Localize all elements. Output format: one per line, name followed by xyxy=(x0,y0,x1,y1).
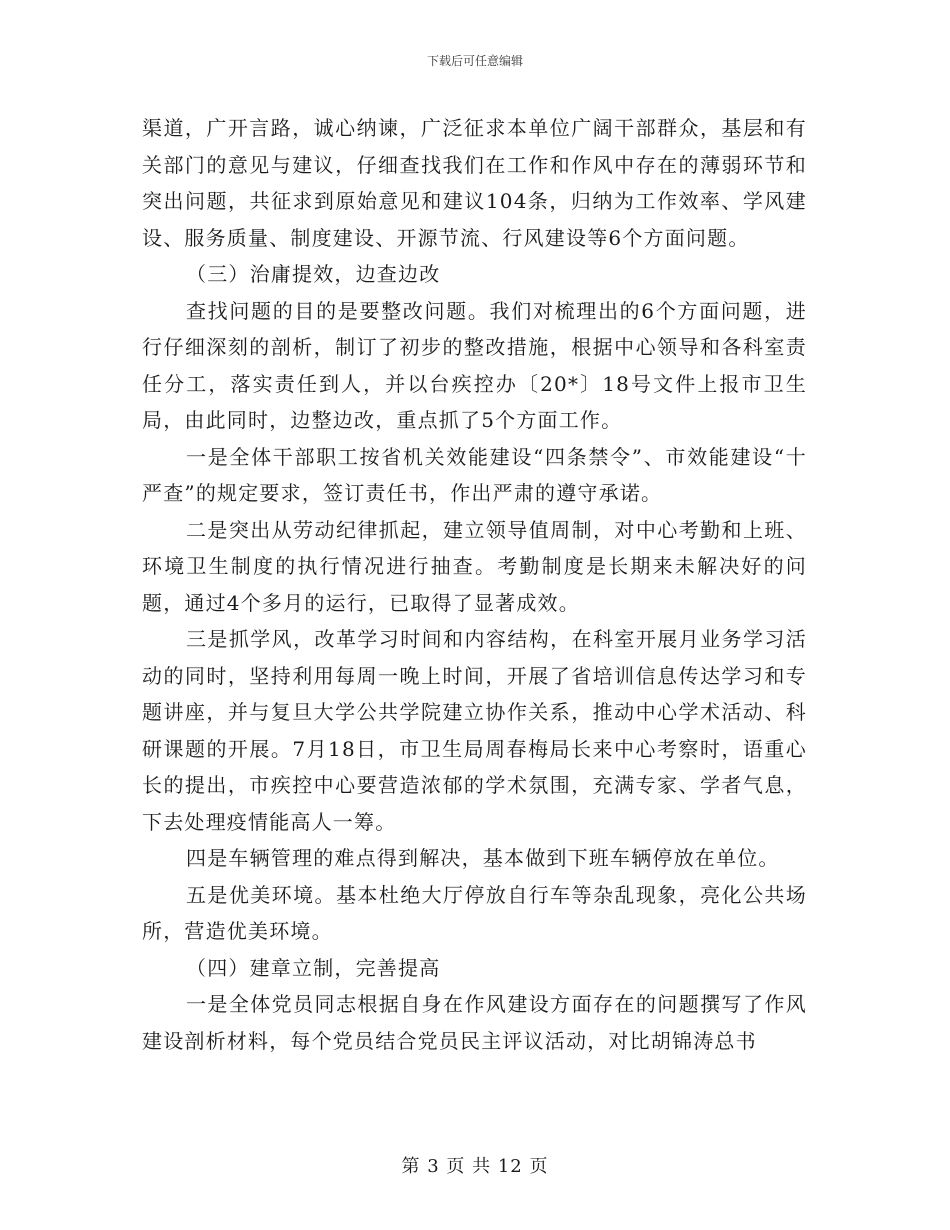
paragraph: 一是全体干部职工按省机关效能建设“四条禁令”、市效能建设“十严查”的规定要求，签订责任书，作出严肃的遵守承诺。 xyxy=(142,444,807,505)
paragraph: 一是全体党员同志根据自身在作风建设方面存在的问题撰写了作风建设剖析材料，每个党员结合党员民主评议活动，对比胡锦涛总书 xyxy=(142,992,807,1053)
paragraph: 查找问题的目的是要整改问题。我们对梳理出的6个方面问题，进行仔细深刻的剖析，制订了初步的整改措施，根据中心领导和各科室责任分工，落实责任到人，并以台疾控办〔20*〕18号文件上报市卫生局，由此同时，边整边改，重点抓了5个方面工作。 xyxy=(142,298,807,432)
paragraph: 三是抓学风，改革学习时间和内容结构，在科室开展月业务学习活动的同时，坚持利用每周一晚上时间，开展了省培训信息传达学习和专题讲座，并与复旦大学公共学院建立协作关系，推动中心学术活动、科研课题的开展。7月18日，市卫生局周春梅局长来中心考察时，语重心长的提出，市疾控中心要营造浓郁的学术氛围，充满专家、学者气息，下去处理疫情能高人一筹。 xyxy=(142,627,807,834)
paragraph: 渠道，广开言路，诚心纳谏，广泛征求本单位广阔干部群众，基层和有关部门的意见与建议，仔细查找我们在工作和作风中存在的薄弱环节和突出问题，共征求到原始意见和建议104条，归纳为工作效率、学风建设、服务质量、制度建设、开源节流、行风建设等6个方面问题。 xyxy=(142,116,807,250)
page-header: 下载后可任意编辑 xyxy=(426,54,523,68)
paragraph: 五是优美环境。基本杜绝大厅停放自行车等杂乱现象，亮化公共场所，营造优美环境。 xyxy=(142,882,807,943)
paragraph: 二是突出从劳动纪律抓起，建立领导值周制，对中心考勤和上班、环境卫生制度的执行情况进行抽查。考勤制度是长期来未解决好的问题，通过4个多月的运行，已取得了显著成效。 xyxy=(142,517,807,615)
document-body xyxy=(142,110,807,1059)
section-heading: （三）治庸提效，边查边改 xyxy=(186,262,441,286)
page-footer: 第 3 页 共 12 页 xyxy=(401,1156,549,1177)
paragraph: 四是车辆管理的难点得到解决，基本做到下班车辆停放在单位。 xyxy=(186,846,780,870)
section-heading: （四）建章立制，完善提高 xyxy=(186,955,441,980)
